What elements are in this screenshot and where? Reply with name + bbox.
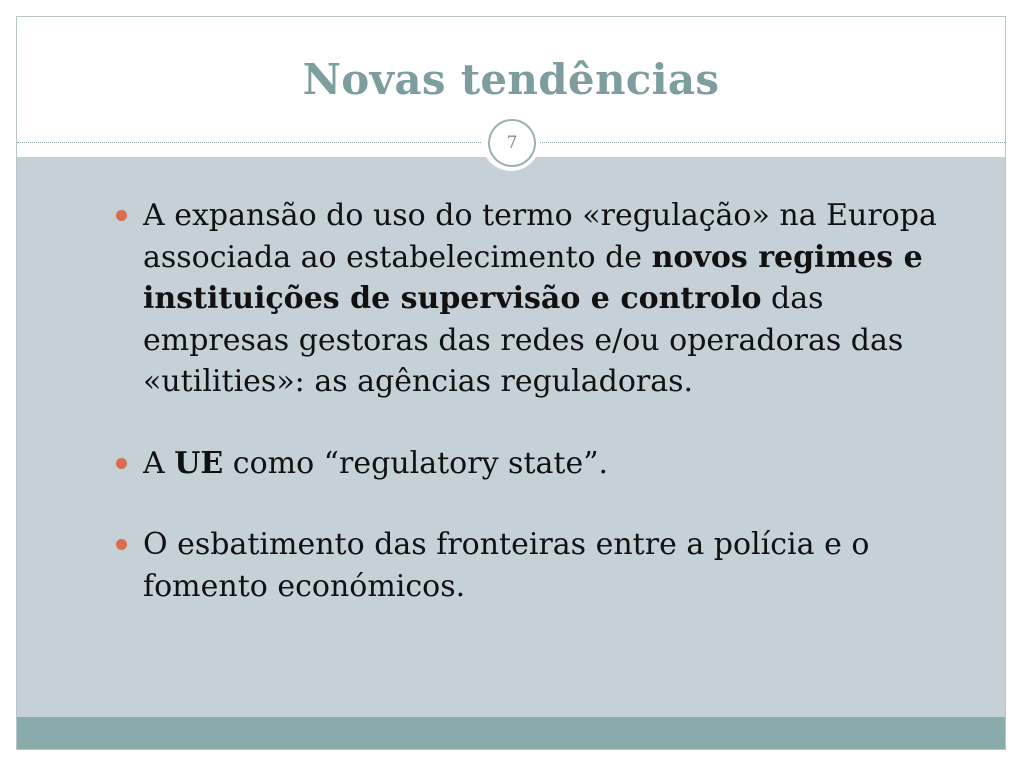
bullet-dot-icon [116, 458, 127, 469]
bullet-item-regulation [115, 195, 961, 403]
bullet-item-frontiers [115, 524, 961, 607]
slide-title: Novas tendências [302, 55, 720, 104]
bullet-dot-icon [116, 539, 127, 550]
bullet-text: A [143, 445, 175, 481]
page-number-badge [482, 113, 540, 171]
footer-band [17, 717, 1005, 750]
bullet-bold-text: UE [174, 445, 224, 481]
bullet-text: A expansão do uso do termo «regulação» na Europa associada ao estabelecimento de [143, 198, 937, 275]
page-number: 7 [488, 119, 536, 167]
bullet-text: O esbatimento das fronteiras entre a polícia e o fomento económicos. [143, 527, 870, 604]
bullet-text: como “regulatory state”. [223, 445, 609, 481]
bullet-bold-text: novos regimes e instituições de supervisão e controlo [143, 239, 923, 316]
bullet-item-ue [115, 443, 961, 485]
bullet-list [115, 195, 961, 607]
bullet-dot-icon [116, 210, 127, 221]
slide [16, 16, 1006, 750]
bullet-text: das empresas gestoras das redes e/ou operadoras das «utilities»: as agências reguladoras. [143, 281, 904, 399]
